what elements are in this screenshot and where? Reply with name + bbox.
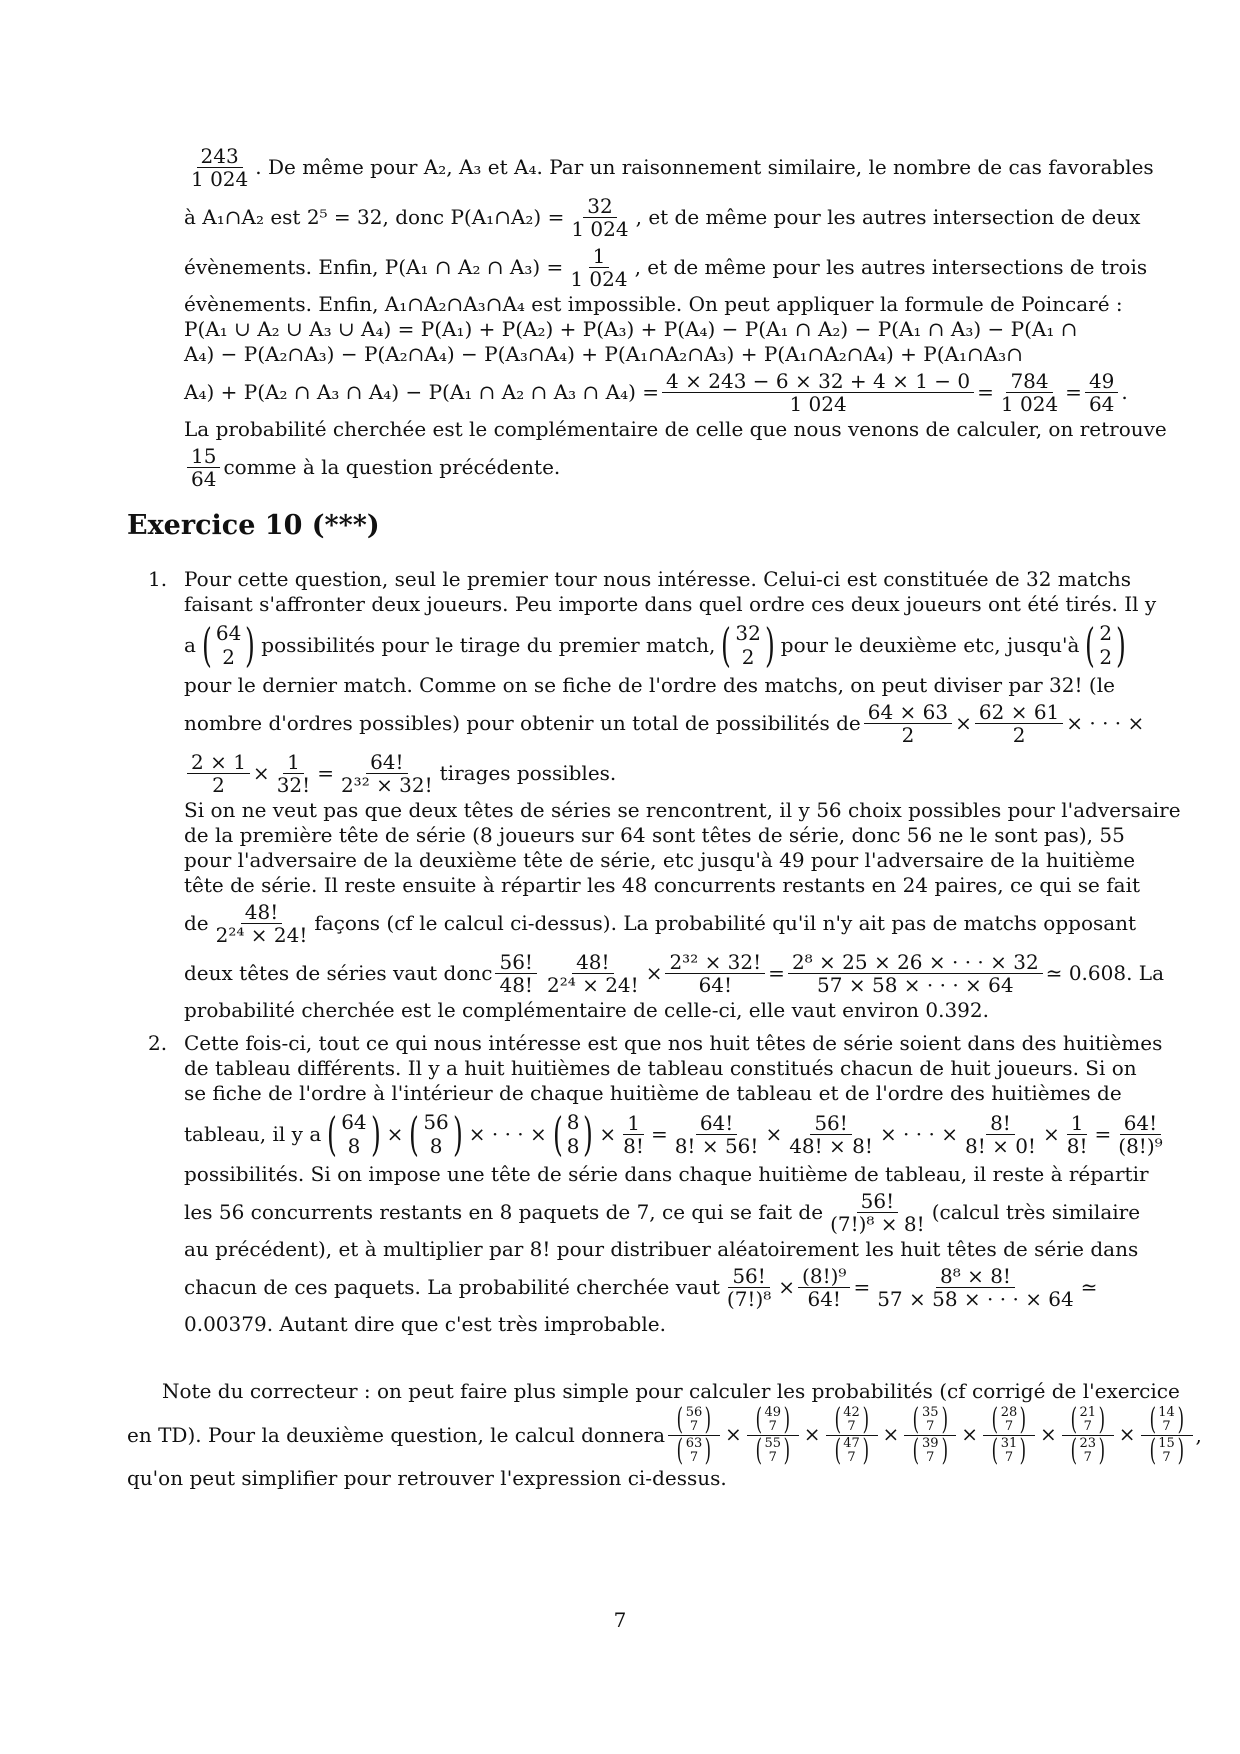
question-1-number: 1.: [148, 567, 168, 591]
top-line-9: $\frac{15}{64}$ comme à la question précédente.: [184, 442, 1114, 492]
fraction-784-1024: $\frac{784}{1 024}$: [1000, 368, 1059, 416]
fraction-1-8b: $\frac{1}{8!}$: [1066, 1110, 1088, 1158]
note-line-3: qu'on peut simplifier pour retrouver l'expression ci-dessus.: [127, 1466, 727, 1490]
q2-line-3: se fiche de l'ordre à l'intérieur de chaque huitième de tableau et de l'ordre des huitièmes de: [184, 1081, 1122, 1105]
fraction-64-total: $\frac{64!}{\text{2³² × 32!}}$: [340, 749, 433, 797]
q1-line-4: pour le dernier match. Comme on se fiche de l'ordre des matchs, on peut diviser par 32! (le: [184, 673, 1115, 697]
q2-line-6: les 56 concurrents restants en 8 paquets de 7, ce qui se fait de $\frac{56!}{\text{(7!)⁸ × 8!}}$ (calcul très similaire: [184, 1188, 1141, 1236]
top-line-8: La probabilité cherchée est le complémentaire de celle que nous venons de calculer, on retrouve: [184, 417, 1167, 441]
fraction-poincare-sum: $\frac{4 \times 243 - 6 \times 32 + 4 \times 1 - 0}{1 024}$: [662, 370, 974, 415]
binom-numerator: ( 35 7 ): [912, 1401, 948, 1437]
fraction-64x63-2: $\frac{64 \times 63}{2}$: [864, 701, 952, 746]
q1-line-1: Pour cette question, seul le premier tour nous intéresse. Celui-ci est constituée de 32 matchs: [184, 567, 1132, 591]
binom-denominator: ( 23 7 ): [1070, 1432, 1106, 1468]
fraction-48-pairs-b: $\frac{48!}{\text{2²⁴ × 24!}}$: [546, 949, 639, 997]
q1-line-9: pour l'adversaire de la deuxième tête de série, etc jusqu'à 49 pour l'adversaire de la huitième: [184, 848, 1136, 872]
binomial-ratio: [826, 1401, 878, 1468]
binom-numerator: ( 49 7 ): [755, 1401, 791, 1437]
binomial-ratio: [983, 1401, 1035, 1468]
q1-line-8: de la première tête de série (8 joueurs sur 64 sont têtes de série, donc 56 ne le sont pas), 55: [184, 823, 1125, 847]
exercise-body: [148, 567, 1181, 1337]
top-line-4: évènements. Enfin, A₁∩A₂∩A₃∩A₄ est impossible. On peut appliquer la formule de Poincaré :: [184, 292, 1123, 316]
top-line-3: évènements. Enfin, P(A₁ ∩ A₂ ∩ A₃) = $\frac{1}{1 024}$ , et de même pour les autres intersections de trois: [184, 243, 1148, 291]
previous-exercise-continuation: [184, 142, 1167, 492]
binom-8-8: ( 8 8 ): [552, 1107, 594, 1161]
q1-line-5: nombre d'ordres possibles) pour obtenir un total de possibilités de $\frac{64 \times 63}{2}$ × $\frac{62 \times 61}{2}$ × · · · ×: [184, 699, 1145, 747]
binom-numerator: ( 56 7 ): [676, 1401, 712, 1437]
top-line-2: à A₁∩A₂ est 2⁵ = 32, donc P(A₁∩A₂) = $\frac{32}{1 024}$ , et de même pour les autres intersection de deux: [184, 193, 1141, 241]
binom-numerator: ( 14 7 ): [1149, 1401, 1184, 1437]
q1-line-6: $\frac{2 \times 1}{2}$ × $\frac{1}{32!}$ = $\frac{64!}{\text{2³² × 32!}}$ tirages possibles.: [184, 748, 1114, 798]
top-line-1: $\frac{243}{1 024}$ . De même pour A₂, A₃ et A₄. Par un raisonnement similaire, le nombre de cas favorables: [184, 142, 1114, 192]
q2-line-4: tableau, il y a ( 64 8 ) × ( 56 8 ) × · · · × ( 8 8 ) × $\frac{1}{8!}$ = $\frac{64!}{8! \times 56!}$ × $\frac{56!}{48! \times 8!}$ × · · · × $\frac{8!}{8! \times 0!}$ × $\frac{1}{8!}$ = $\frac{64!}{\text{(8!)⁹}}$: [184, 1106, 1114, 1162]
q1-line-12: deux têtes de séries vaut donc $\frac{56!}{48!}$ $\frac{48!}{\text{2²⁴ × 24!}}$ × $\frac{\text{2³² × 32!}}{64!}$ = $\frac{\text{2⁸ × 25 × 26 × · · · × 32}}{57 \times 58 \times \cdot \cdot \cdot \times 64}$ ≃ 0.608. La: [184, 949, 1165, 997]
q2-line-9: 0.00379. Autant dire que c'est très improbable.: [184, 1312, 666, 1336]
q1-line-11: de $\frac{48!}{\text{2²⁴ × 24!}}$ façons (cf le calcul ci-dessus). La probabilité qu'il n'y ait pas de matchs opposant: [184, 899, 1137, 947]
binom-denominator: ( 47 7 ): [834, 1432, 869, 1468]
top-line-6: A₄) − P(A₂∩A₃) − P(A₂∩A₄) − P(A₃∩A₄) + P(A₁∩A₂∩A₃) + P(A₁∩A₂∩A₄) + P(A₁∩A₃∩: [184, 342, 1023, 366]
fraction-1-8: $\frac{1}{8!}$: [623, 1110, 644, 1158]
q1-line-13: probabilité cherchée est le complémentaire de celle-ci, elle vaut environ 0.392.: [184, 998, 989, 1022]
fraction-56-488: $\frac{56!}{48! \times 8!}$: [789, 1110, 873, 1158]
fraction-56-48: $\frac{56!}{48!}$: [495, 951, 537, 996]
fraction-89-64: $\frac{\text{(8!)⁹}}{64!}$: [798, 1265, 850, 1310]
binom-56-8: ( 56 8 ): [409, 1107, 463, 1161]
fraction-243-1024: $\frac{243}{1 024}$: [191, 143, 249, 191]
exercise-title: Exercice 10 (***): [127, 510, 380, 541]
fraction-88-product: $\frac{\text{8⁸ × 8!}}{57 \times 58 \times \cdot \cdot \cdot \times 64}$: [877, 1263, 1074, 1311]
q1-line-3: a ( 64 2 ) possibilités pour le tirage du premier match, ( 32 2 ) pour le deuxième etc, jusqu'à ( 2 2 ): [184, 617, 1114, 673]
fraction-62x61-2: $\frac{62 \times 61}{2}$: [975, 701, 1063, 746]
question-1: [148, 567, 1181, 1023]
fraction-15-64: $\frac{15}{64}$: [187, 445, 220, 490]
binomial-ratio: [1062, 1401, 1114, 1468]
binom-numerator: ( 28 7 ): [991, 1401, 1027, 1437]
q2-line-8: chacun de ces paquets. La probabilité cherchée vaut $\frac{56!}{\text{(7!)⁸}}$ × $\frac{\text{(8!)⁹}}{64!}$ = $\frac{\text{8⁸ × 8!}}{57 \times 58 \times \cdot \cdot \cdot \times 64}$ ≃: [184, 1263, 1098, 1311]
binom-2-2: ( 2 2 ): [1085, 618, 1127, 672]
fraction-28-product: $\frac{\text{2⁸ × 25 × 26 × · · · × 32}}{57 \times 58 \times \cdot \cdot \cdot \times 64}$: [788, 951, 1043, 996]
corrector-note: [127, 1379, 1202, 1491]
binomial-ratio: [747, 1401, 799, 1468]
fraction-56-7: $\frac{56!}{\text{(7!)⁸}}$: [726, 1263, 772, 1311]
fraction-232-64: $\frac{\text{2³² × 32!}}{64!}$: [665, 951, 765, 996]
binomial-ratio-product: ( 56 7 ) ( 63 7 ) × ( 49 7 ) ( 55 7 ) × ( 42 7 ) ( 47 7 ) × ( 35 7 ) ( 39 7 ) × ( 28 7 ) ( 31 7 ) × ( 21 7 ) ( 23 7 ) × ( 14 7 ) ( 15 7 ): [665, 1405, 1195, 1466]
top-line-5: P(A₁ ∪ A₂ ∪ A₃ ∪ A₄) = P(A₁) + P(A₂) + P(A₃) + P(A₄) − P(A₁ ∩ A₂) − P(A₁ ∩ A₃) − P(A₁ ∩: [184, 317, 1078, 341]
binom-numerator: ( 21 7 ): [1070, 1401, 1106, 1437]
top-line-7: A₄) + P(A₂ ∩ A₃ ∩ A₄) − P(A₁ ∩ A₂ ∩ A₃ ∩ A₄) = $\frac{4 \times 243 - 6 \times 32 + 4 \times 1 - 0}{1 024}$ = $\frac{784}{1 024}$ = $\frac{49}{64}$ .: [184, 368, 1128, 416]
fraction-64-89: $\frac{64!}{\text{(8!)⁹}}$: [1118, 1110, 1163, 1158]
fraction-1-1024: $\frac{1}{1 024}$: [570, 243, 628, 291]
binom-denominator: ( 15 7 ): [1149, 1432, 1184, 1468]
question-2-number: 2.: [148, 1031, 168, 1055]
fraction-32-1024: $\frac{32}{1 024}$: [571, 193, 629, 241]
binom-32-2: ( 32 2 ): [721, 618, 775, 672]
binomial-ratio: [668, 1401, 720, 1468]
q2-line-2: de tableau différents. Il y a huit huitièmes de tableau constitués chacun de huit joueurs. Si on: [184, 1056, 1137, 1080]
binom-numerator: ( 42 7 ): [834, 1401, 869, 1437]
note-line-1: Note du correcteur : on peut faire plus simple pour calculer les probabilités (cf corrigé de l'exercice: [162, 1379, 1180, 1403]
q1-line-7: Si on ne veut pas que deux têtes de séries se rencontrent, il y 56 choix possibles pour l'adversaire: [184, 798, 1181, 822]
page-number: 7: [613, 1608, 627, 1632]
fraction-8-80: $\frac{8!}{8! \times 0!}$: [964, 1110, 1036, 1158]
binom-denominator: ( 31 7 ): [991, 1432, 1027, 1468]
binom-64-8: ( 64 8 ): [327, 1107, 381, 1161]
binom-64-2: ( 64 2 ): [201, 618, 256, 672]
binomial-ratio: [904, 1401, 956, 1468]
binomial-ratio: [1141, 1401, 1193, 1468]
fraction-1-32: $\frac{1}{32!}$: [276, 749, 311, 797]
q1-line-2: faisant s'affronter deux joueurs. Peu importe dans quel ordre ces deux joueurs ont été tirés. Il y: [184, 592, 1157, 616]
fraction-56-78: $\frac{56!}{\text{(7!)⁸ × 8!}}$: [830, 1188, 925, 1236]
fraction-2x1-2: $\frac{2 \times 1}{2}$: [187, 751, 250, 796]
q2-line-7: au précédent), et à multiplier par 8! pour distribuer aléatoirement les huit têtes de série dans: [184, 1237, 1139, 1261]
q1-line-10: tête de série. Il reste ensuite à répartir les 48 concurrents restants en 24 paires, ce qui se fait: [184, 873, 1141, 897]
note-line-2: en TD). Pour la deuxième question, le calcul donnera ( 56 7 ) ( 63 7 ) × ( 49 7 ) ( 55 7 ) × ( 42 7 ) ( 47 7 ) × ( 35 7 ) ( 39 7 ) × ( 28 7 ) ( 31 7 ) × ( 21 7 ) ( 23 7 ) × ( 14 7 ) ( 15 7 ) ,: [127, 1401, 1202, 1468]
q2-line-1: Cette fois-ci, tout ce qui nous intéresse est que nos huit têtes de série soient dans des huitièmes: [184, 1031, 1163, 1055]
fraction-48-pairs: $\frac{48!}{\text{2²⁴ × 24!}}$: [215, 899, 308, 947]
binom-denominator: ( 55 7 ): [755, 1432, 791, 1468]
binom-denominator: ( 63 7 ): [676, 1432, 712, 1468]
binom-denominator: ( 39 7 ): [912, 1432, 948, 1468]
question-2: [148, 1031, 1163, 1337]
q2-line-5: possibilités. Si on impose une tête de série dans chaque huitième de tableau, il reste à répartir: [184, 1162, 1149, 1186]
fraction-49-64: $\frac{49}{64}$: [1085, 370, 1118, 415]
fraction-64-856: $\frac{64!}{8! \times 56!}$: [674, 1110, 759, 1158]
